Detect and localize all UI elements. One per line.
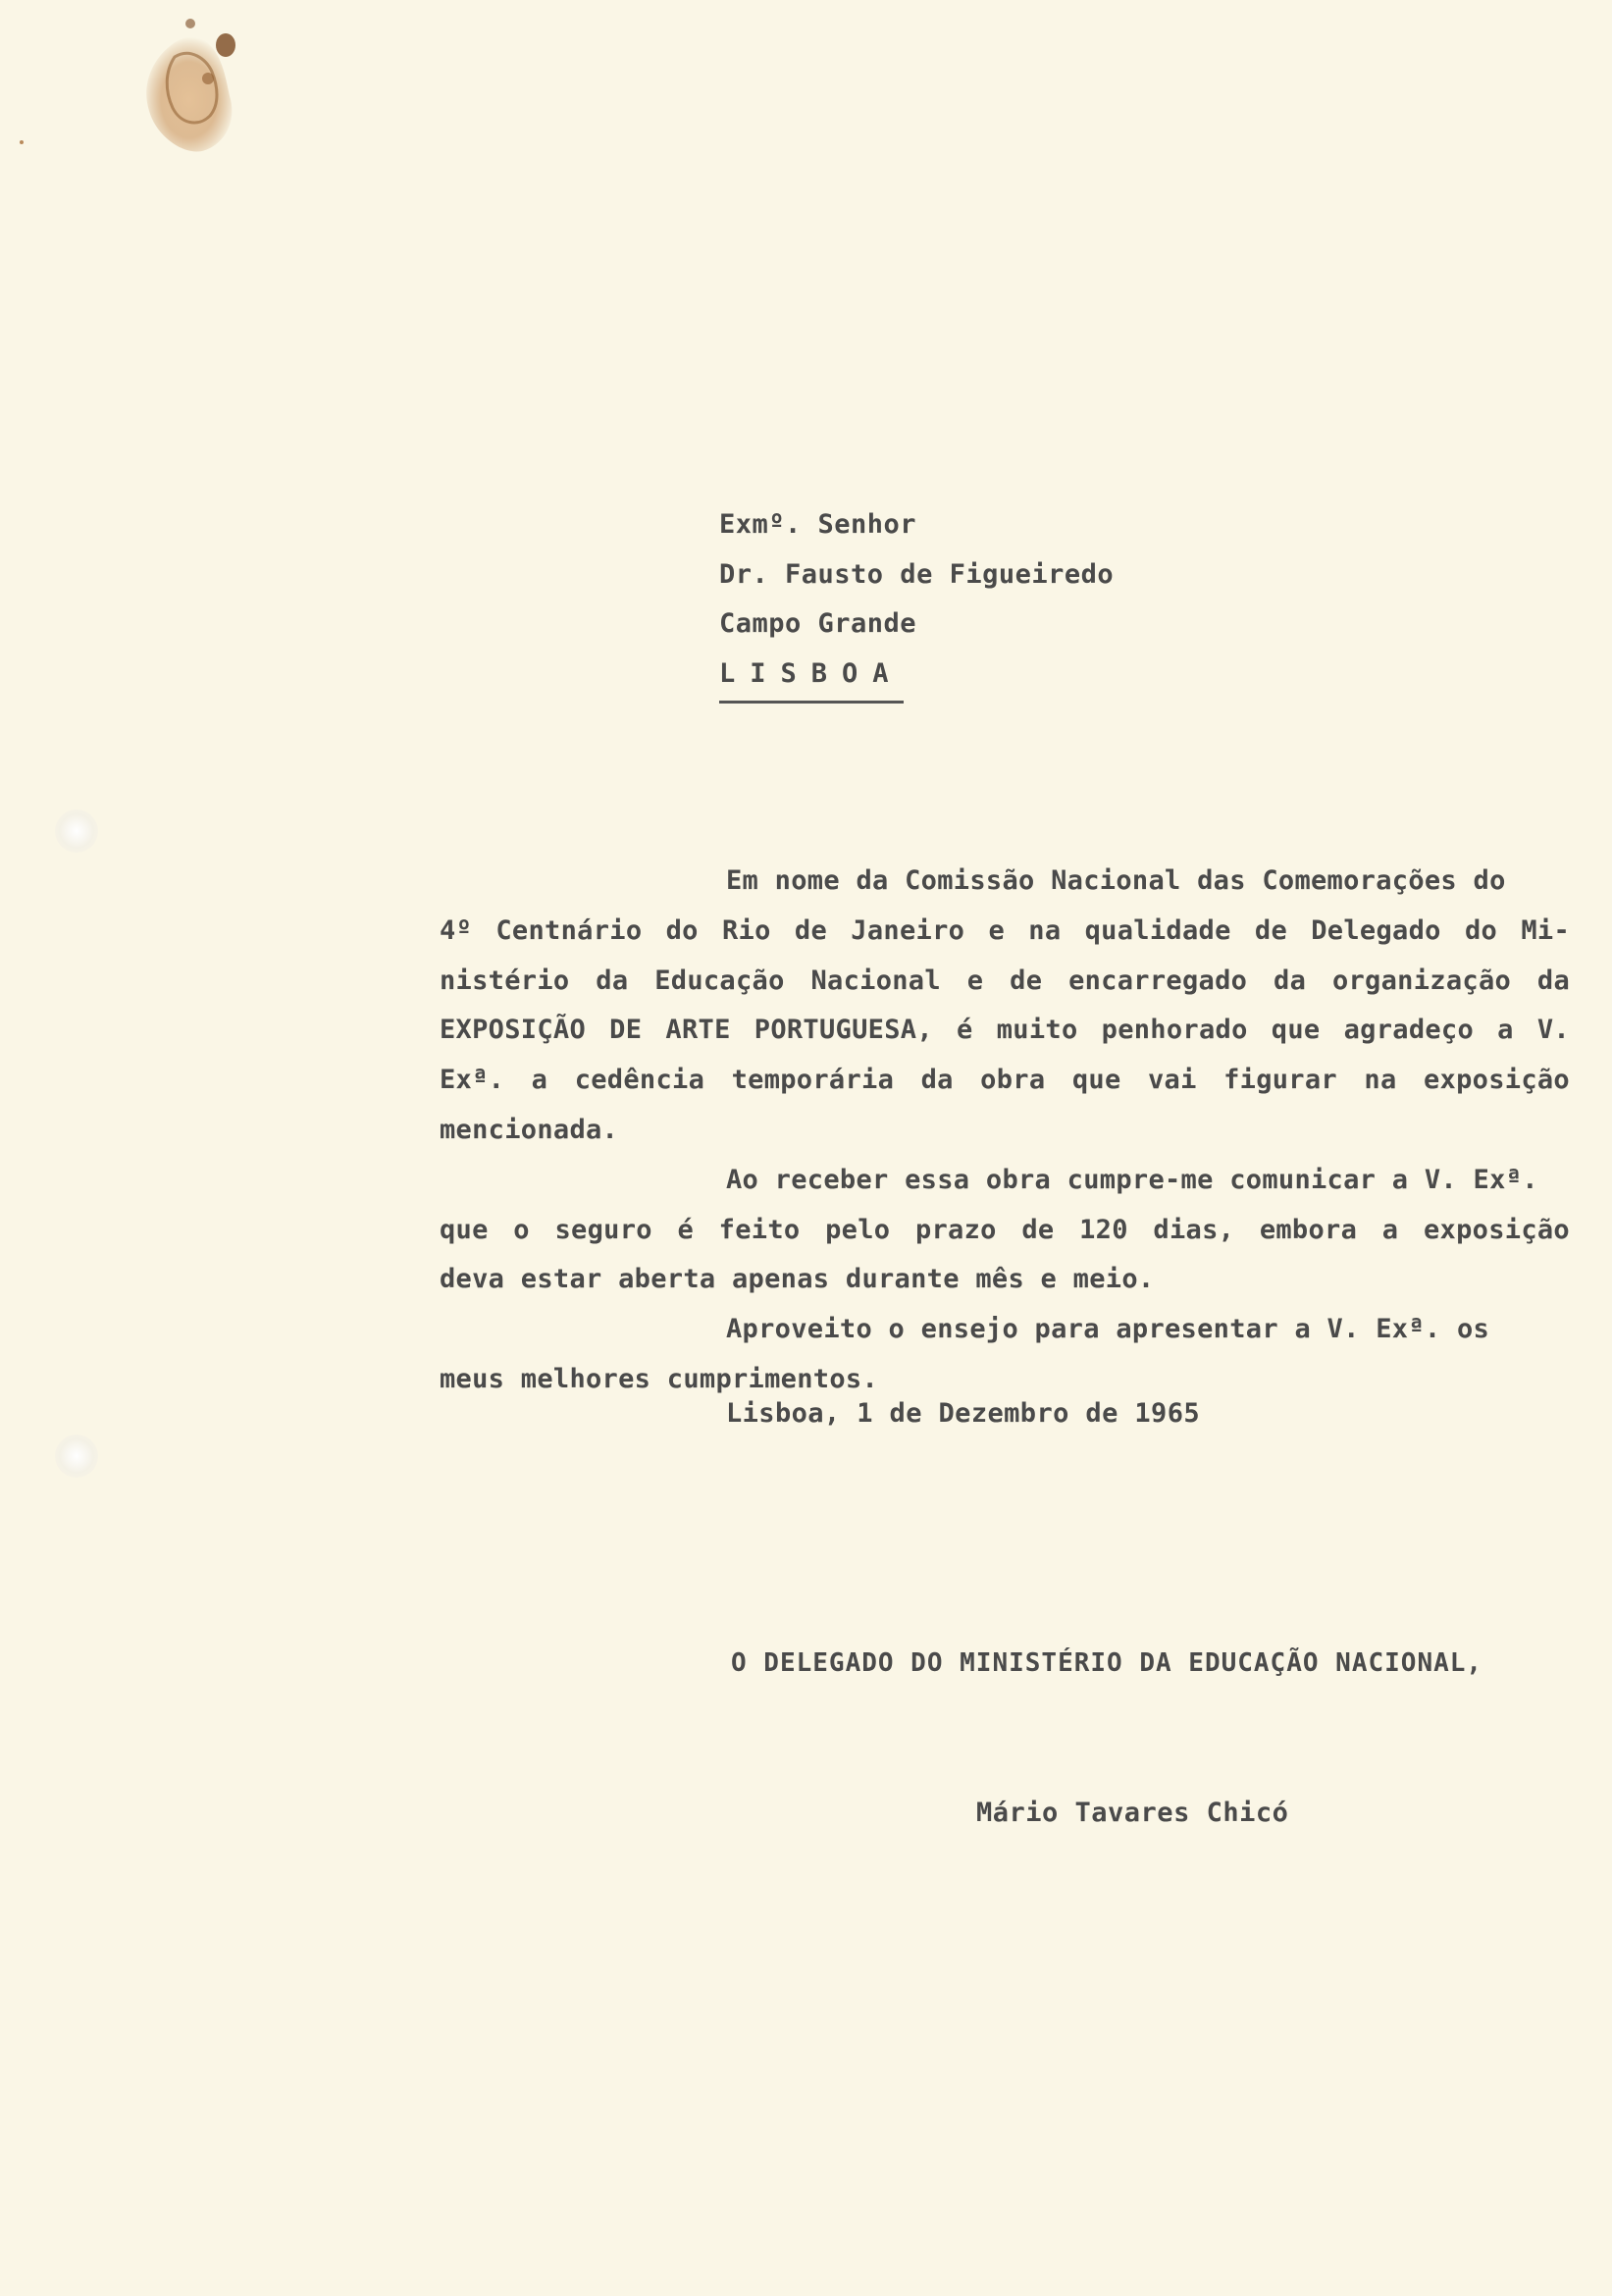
closing-title: O DELEGADO DO MINISTÉRIO DA EDUCAÇÃO NACIONAL, bbox=[731, 1648, 1483, 1678]
ink-stain-mark bbox=[131, 18, 249, 165]
recipient-address bbox=[719, 500, 1114, 704]
body-line: meus melhores cumprimentos. bbox=[440, 1363, 878, 1394]
address-street: Campo Grande bbox=[719, 608, 917, 639]
body-line: mencionada. bbox=[440, 1114, 619, 1145]
body-line: 4º Centnário do Rio de Janeiro e na qualidade de Delegado do Mi- bbox=[440, 914, 1570, 946]
body-line: deva estar aberta apenas durante mês e meio. bbox=[440, 1264, 1155, 1295]
address-city: LISBOA bbox=[719, 650, 904, 704]
body-line: Em nome da Comissão Nacional das Comemorações do bbox=[726, 865, 1506, 896]
body-line: que o seguro é feito pelo prazo de 120 dias, embora a exposição bbox=[440, 1214, 1570, 1245]
body-line: nistério da Educação Nacional e de encarregado da organização da bbox=[440, 965, 1570, 996]
punch-hole-mark bbox=[55, 1435, 98, 1478]
letter-body bbox=[440, 857, 1570, 1405]
address-salutation: Exmº. Senhor bbox=[719, 509, 917, 540]
signatory-name: Mário Tavares Chicó bbox=[976, 1798, 1289, 1828]
body-line: EXPOSIÇÃO DE ARTE PORTUGUESA, é muito penhorado que agradeço a V. bbox=[440, 1015, 1570, 1046]
body-line: Ao receber essa obra cumpre-me comunicar a V. Exª. bbox=[726, 1164, 1538, 1195]
body-line: Exª. a cedência temporária da obra que vai figurar na exposição bbox=[440, 1065, 1570, 1096]
paper-speck bbox=[20, 140, 24, 144]
letter-date: Lisboa, 1 de Dezembro de 1965 bbox=[726, 1398, 1201, 1429]
punch-hole-mark bbox=[55, 809, 98, 853]
body-line: Aproveito o ensejo para apresentar a V. Exª. os bbox=[726, 1314, 1490, 1345]
address-name: Dr. Fausto de Figueiredo bbox=[719, 558, 1115, 590]
